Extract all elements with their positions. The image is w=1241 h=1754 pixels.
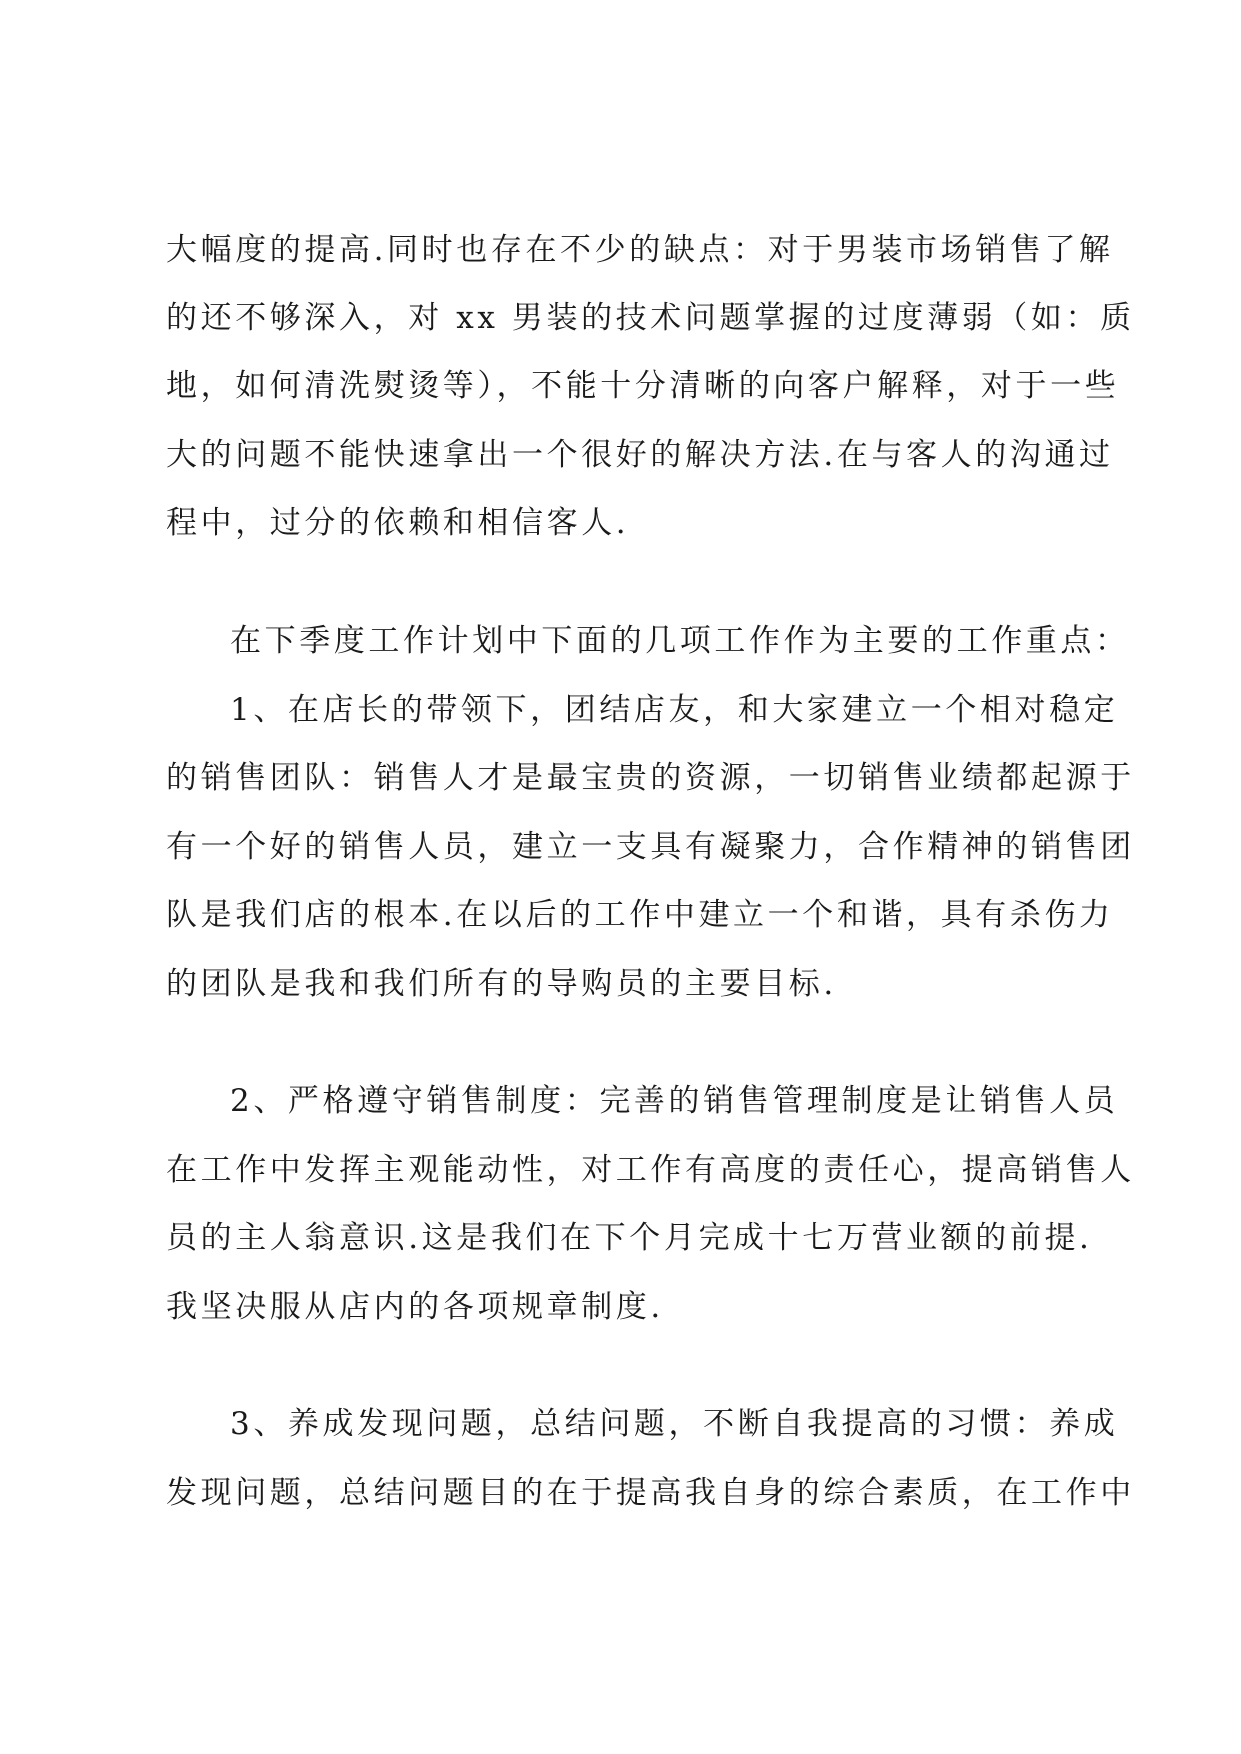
text-line: 3、养成发现问题，总结问题，不断自我提高的习惯：养成 [230,1406,1119,1442]
text-line: 1、在店长的带领下，团结店友，和大家建立一个相对稳定 [230,692,1119,728]
text-line: 的销售团队：销售人才是最宝贵的资源，一切销售业绩都起源于 [166,760,1135,796]
text-line: 我坚决服从店内的各项规章制度. [166,1289,664,1325]
text-line: 2、严格遵守销售制度：完善的销售管理制度是让销售人员 [230,1083,1119,1119]
text-line: 的还不够深入，对 xx 男装的技术问题掌握的过度薄弱（如：质 [166,300,1135,336]
text-line: 大的问题不能快速拿出一个很好的解决方法.在与客人的沟通过 [166,437,1114,473]
text-line: 的团队是我和我们所有的导购员的主要目标. [166,966,837,1002]
text-line: 大幅度的提高.同时也存在不少的缺点：对于男装市场销售了解 [166,232,1114,268]
text-line: 在下季度工作计划中下面的几项工作作为主要的工作重点： [230,623,1130,659]
text-line: 地，如何清洗熨烫等），不能十分清晰的向客户解释，对于一些 [166,368,1120,404]
text-line: 员的主人翁意识.这是我们在下个月完成十七万营业额的前提. [166,1220,1093,1256]
text-line: 有一个好的销售人员，建立一支具有凝聚力，合作精神的销售团 [166,829,1135,865]
text-line: 队是我们店的根本.在以后的工作中建立一个和谐，具有杀伤力 [166,897,1114,933]
text-line: 在工作中发挥主观能动性，对工作有高度的责任心，提高销售人 [166,1152,1135,1188]
text-line: 发现问题，总结问题目的在于提高我自身的综合素质，在工作中 [166,1475,1135,1511]
text-line: 程中，过分的依赖和相信客人. [166,505,630,541]
